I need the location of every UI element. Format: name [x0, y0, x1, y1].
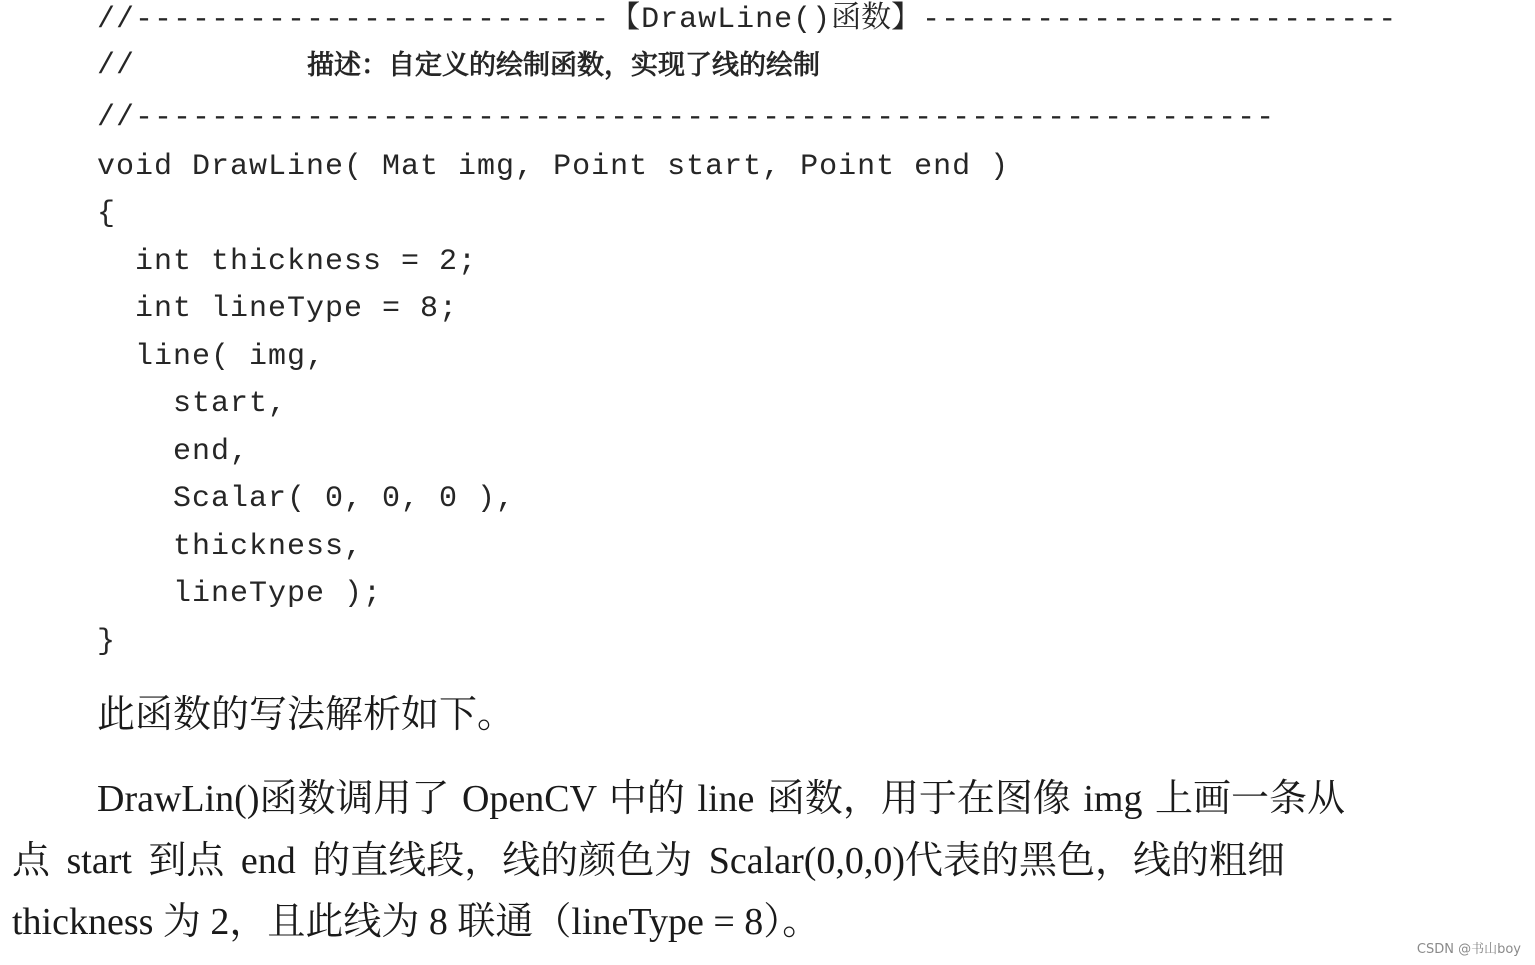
code-header-comment	[97, 0, 1397, 40]
paragraph-line-2: 点 start 到点 end 的直线段，线的颜色为 Scalar(0,0,0)代表的黑色，线的粗细	[12, 840, 1286, 882]
header-func-cn: 函数	[831, 0, 892, 35]
code-rule-bottom: //------------------------------------------------------------	[97, 101, 1276, 135]
desc-prefix: //	[97, 49, 136, 83]
intro-sentence: 此函数的写法解析如下。	[97, 694, 516, 736]
code-desc-comment	[97, 44, 820, 88]
code-line: }	[97, 625, 117, 659]
paragraph-line-1: DrawLin()函数调用了 OpenCV 中的 line 函数，用于在图像 img 上画一条从	[97, 778, 1345, 820]
code-block	[97, 0, 1497, 659]
code-line: void DrawLine( Mat img, Point start, Point end )	[97, 150, 1010, 184]
desc-text: 描述：自定义的绘制函数，实现了线的绘制	[307, 50, 820, 81]
code-line: lineType );	[97, 577, 383, 611]
csdn-watermark: CSDN @书山boy	[1416, 942, 1521, 957]
code-line: line( img,	[97, 340, 326, 374]
code-line: int lineType = 8;	[97, 292, 459, 326]
paragraph-line-3: thickness 为 2，且此线为 8 联通（lineType = 8）。	[12, 901, 821, 943]
header-rule-left: //-------------------------【	[97, 3, 642, 37]
code-line: Scalar( 0, 0, 0 ),	[97, 482, 516, 516]
code-line: int thickness = 2;	[97, 245, 478, 279]
code-line: thickness,	[97, 530, 364, 564]
code-line: {	[97, 197, 117, 231]
header-rule-right: 】-------------------------	[891, 3, 1398, 37]
code-line: start,	[97, 387, 288, 421]
code-line: end,	[97, 435, 250, 469]
header-func-name: DrawLine()	[641, 3, 832, 37]
